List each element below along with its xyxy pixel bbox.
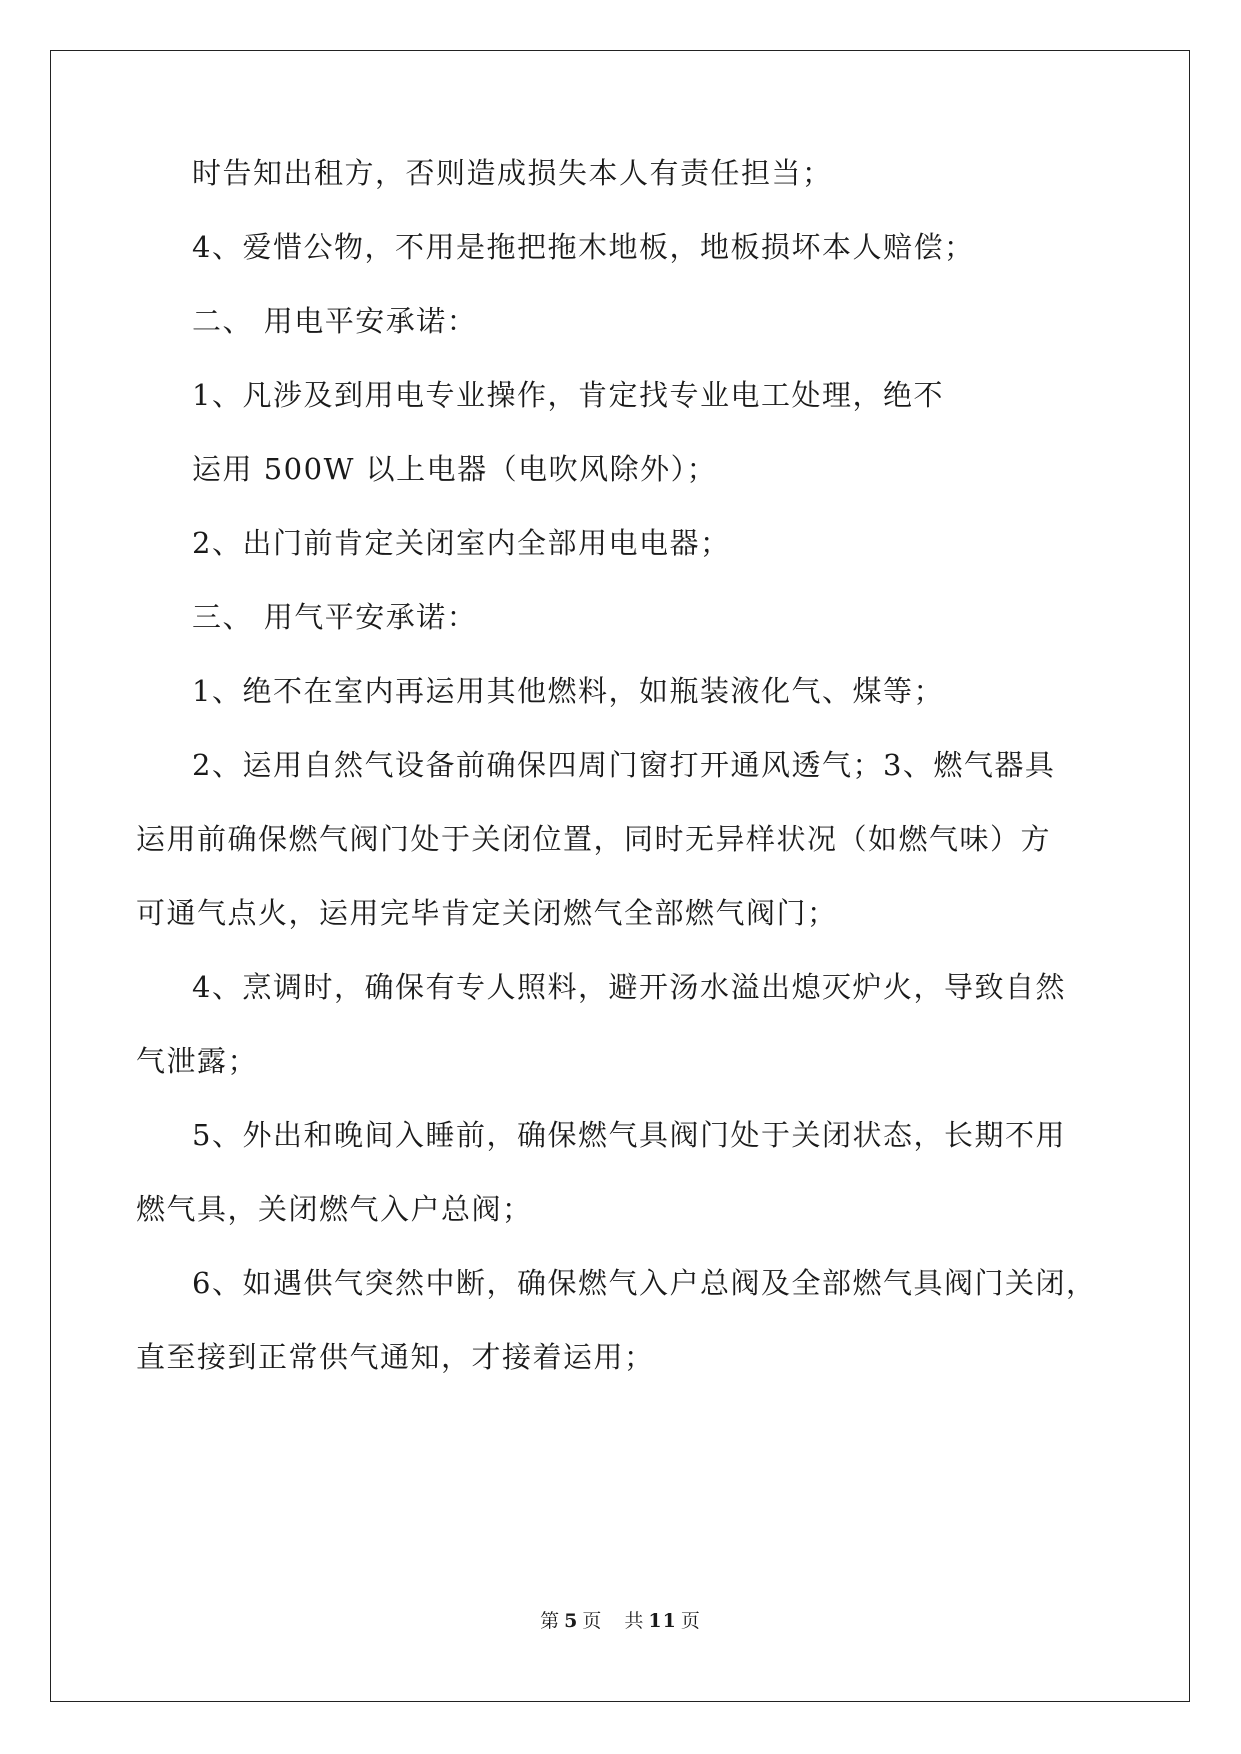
text-line: 5、外出和晚间入睡前，确保燃气具阀门处于关闭状态，长期不用 xyxy=(192,1118,1066,1152)
text-line: 可通气点火，运用完毕肯定关闭燃气全部燃气阀门； xyxy=(136,896,838,930)
page-number: 5 xyxy=(564,1610,579,1632)
page-footer xyxy=(0,1608,1241,1634)
text-line: 燃气具，关闭燃气入户总阀； xyxy=(136,1192,533,1226)
text-line: 1、凡涉及到用电专业操作，肯定找专业电工处理，绝不 xyxy=(192,378,944,412)
text-line: 4、烹调时，确保有专人照料，避开汤水溢出熄灭炉火，导致自然 xyxy=(192,970,1066,1004)
total-pages: 11 xyxy=(648,1610,677,1632)
page-suffix: 页 xyxy=(582,1610,603,1632)
section-heading: 三、 用气平安承诺： xyxy=(192,600,478,634)
text-line: 4、爱惜公物，不用是拖把拖木地板，地板损坏本人赔偿； xyxy=(192,230,975,264)
total-suffix: 页 xyxy=(680,1610,701,1632)
text-line: 2、运用自然气设备前确保四周门窗打开通风透气；3、燃气器具 xyxy=(192,748,1056,782)
text-line: 2、出门前肯定关闭室内全部用电电器； xyxy=(192,526,731,560)
section-heading: 二、 用电平安承诺： xyxy=(192,304,478,338)
text-line: 1、绝不在室内再运用其他燃料，如瓶装液化气、煤等； xyxy=(192,674,944,708)
total-prefix: 共 xyxy=(624,1610,645,1632)
text-line: 运用 500W 以上电器（电吹风除外）； xyxy=(192,452,718,486)
text-line: 6、如遇供气突然中断，确保燃气入户总阀及全部燃气具阀门关闭， xyxy=(192,1266,1097,1300)
text-line: 运用前确保燃气阀门处于关闭位置，同时无异样状况（如燃气味）方 xyxy=(136,822,1052,856)
page-prefix: 第 xyxy=(540,1610,561,1632)
page-border xyxy=(50,50,1190,1702)
text-line: 直至接到正常供气通知，才接着运用； xyxy=(136,1340,655,1374)
text-line: 时告知出租方，否则造成损失本人有责任担当； xyxy=(192,156,833,190)
text-line: 气泄露； xyxy=(136,1044,259,1078)
